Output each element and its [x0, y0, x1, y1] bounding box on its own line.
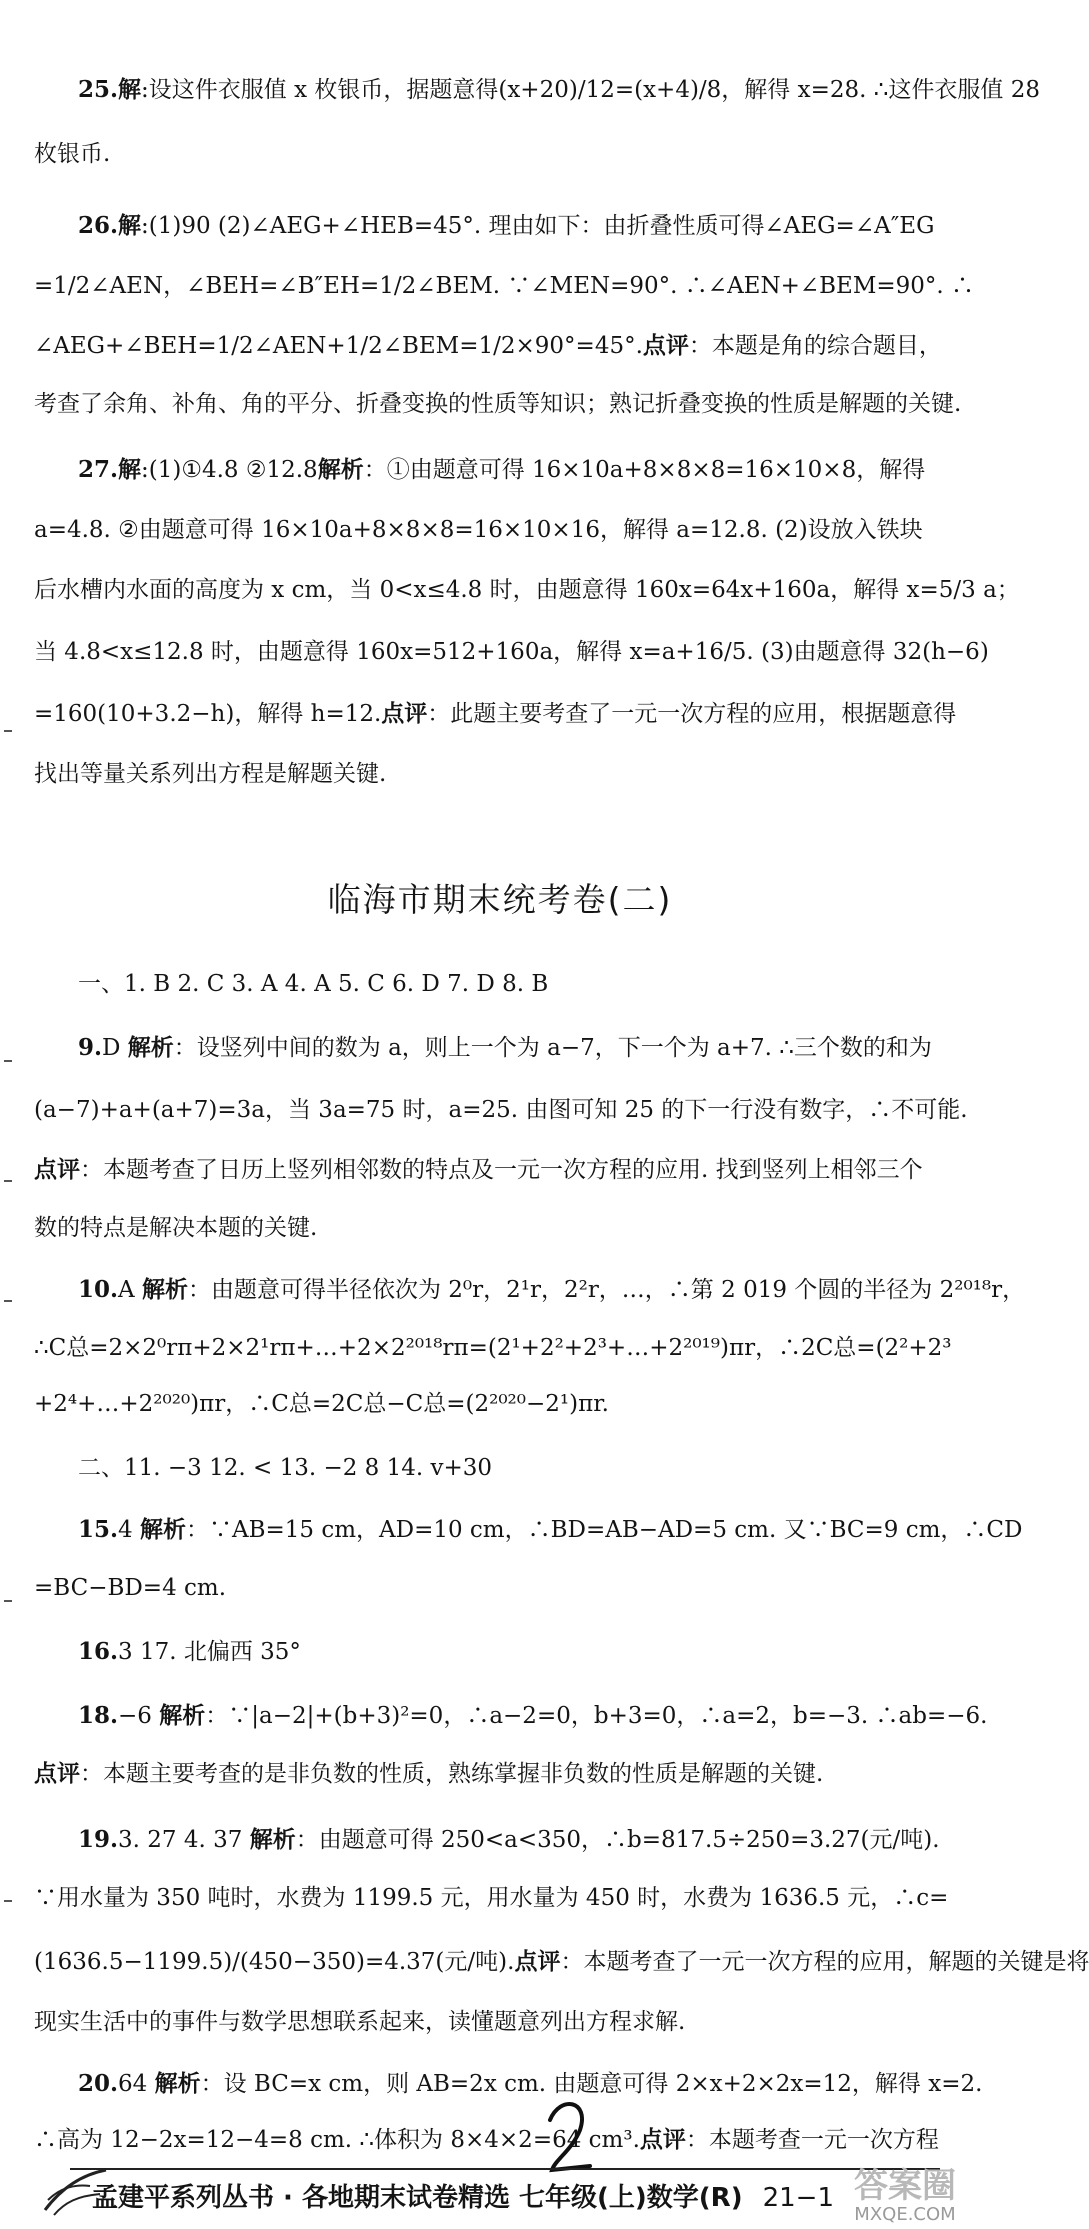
handwritten-mark-icon	[540, 2090, 600, 2180]
text-line	[34, 2004, 974, 2040]
keyword: 解析	[141, 1276, 188, 1303]
text-line	[78, 1822, 974, 1858]
text-line	[78, 1450, 974, 1486]
line-text: ：∵AB=15 cm，AD=10 cm，∴BD=AB−AD=5 cm. 又∵BC=9 cm，∴CD	[185, 1517, 1023, 1543]
keyword: 点评	[514, 1948, 561, 1975]
line-text: 4	[118, 1517, 133, 1543]
line-text: =BC−BD=4 cm.	[34, 1575, 227, 1601]
text-line	[34, 1092, 974, 1128]
footer-rule	[70, 2168, 940, 2170]
margin-mark	[4, 1060, 12, 1062]
question-number: 18.	[78, 1702, 119, 1729]
line-text: 后水槽内水面的高度为 x cm，当 0<x≤4.8 时，由题意得 160x=64x+160a，解得 x=5/3 a；	[34, 577, 1020, 603]
margin-mark	[4, 1300, 12, 1302]
text-line	[78, 208, 974, 244]
text-line	[78, 1272, 1026, 1308]
line-text: ：设 BC=x cm，则 AB=2x cm. 由题意可得 2×x+2×2x=12，解得 x=2.	[200, 2071, 983, 2097]
line-text: 考查了余角、补角、角的平分、折叠变换的性质等知识；熟记折叠变换的性质是解题的关键.	[34, 391, 962, 417]
margin-mark	[4, 730, 12, 732]
line-text: =1/2∠AEN，∠BEH=∠B″EH=1/2∠BEM. ∵∠MEN=90°. ∴∠AEN+∠BEM=90°. ∴	[34, 273, 975, 299]
keyword: 解析	[154, 2070, 201, 2097]
keyword: 解析	[317, 456, 364, 483]
keyword: 解析	[139, 1516, 186, 1543]
line-text: ：①由题意可得 16×10a+8×8×8=16×10×8，解得	[363, 457, 926, 483]
line-text: ∴高为 12−2x=12−4=8 cm. ∴体积为 8×4×2=64 cm³.	[34, 2127, 640, 2153]
text-line	[34, 1880, 974, 1916]
text-line	[34, 634, 989, 670]
question-number: 10.	[78, 1276, 119, 1303]
text-line	[34, 1152, 974, 1188]
line-text: ：由题意可得 250<a<350，∴b=817.5÷250=3.27(元/吨).	[295, 1827, 940, 1853]
keyword: 点评	[642, 332, 689, 359]
text-line	[34, 572, 1020, 608]
margin-mark	[4, 1600, 12, 1602]
text-line	[34, 1330, 974, 1366]
text-line	[34, 328, 974, 364]
text-line	[78, 452, 974, 488]
line-text: ：此题主要考查了一元一次方程的应用，根据题意得	[427, 701, 957, 727]
line-text: ∵用水量为 350 吨时，水费为 1199.5 元，用水量为 450 时，水费为 1636.5 元，∴c=	[34, 1885, 949, 1911]
keyword: 点评	[381, 700, 428, 727]
line-text: 64	[118, 2071, 148, 2097]
page-number: 21−1	[762, 2183, 835, 2213]
text-line	[34, 756, 974, 792]
line-text: 二、11. −3 12. < 13. −2 8 14. v+30	[78, 1455, 493, 1481]
text-line	[78, 1698, 988, 1734]
line-text: ：由题意可得半径依次为 2⁰r，2¹r，2²r，…，∴第 2 019 个圆的半径为 2²⁰¹⁸r，	[187, 1277, 1026, 1303]
text-line	[78, 1030, 974, 1066]
text-line	[34, 512, 974, 548]
keyword: 解析	[159, 1702, 206, 1729]
question-number: 25.	[78, 76, 119, 103]
text-line	[78, 2066, 983, 2102]
text-line	[34, 1944, 1089, 1980]
line-text: =160(10+3.2−h)，解得 h=12.	[34, 701, 382, 727]
text-line	[34, 2122, 974, 2158]
line-text: 数的特点是解决本题的关键.	[34, 1215, 318, 1241]
keyword: 解	[118, 76, 142, 103]
line-text: ：本题是角的综合题目，	[688, 333, 942, 359]
question-number: 20.	[78, 2070, 119, 2097]
keyword: 点评	[34, 1156, 80, 1183]
line-text: :设这件衣服值 x 枚银币，据题意得(x+20)/12=(x+4)/8，解得 x=28. ∴这件衣服值 28	[141, 77, 1040, 103]
text-line	[34, 268, 974, 304]
question-number: 27.	[78, 456, 119, 483]
question-number: 15.	[78, 1516, 119, 1543]
watermark-url: MXQE.COM	[854, 2204, 956, 2225]
section-title: 临海市期末统考卷(二)	[327, 880, 673, 919]
line-text: +2⁴+…+2²⁰²⁰)πr，∴C总=2C总−C总=(2²⁰²⁰−2¹)πr.	[34, 1391, 609, 1417]
line-text: D	[102, 1035, 121, 1061]
line-text: −6	[118, 1703, 152, 1729]
line-text: ：本题考查了日历上竖列相邻数的特点及一元一次方程的应用. 找到竖列上相邻三个	[80, 1157, 923, 1183]
text-line	[34, 1386, 974, 1422]
line-text: a=4.8. ②由题意可得 16×10a+8×8×8=16×10×16，解得 a=12.8. (2)设放入铁块	[34, 517, 923, 543]
keyword: 解析	[127, 1034, 174, 1061]
margin-mark	[4, 1180, 12, 1182]
text-line	[34, 136, 974, 172]
line-text: 当 4.8<x≤12.8 时，由题意得 160x=512+160a，解得 x=a+16/5. (3)由题意得 32(h−6)	[34, 639, 989, 665]
text-line	[34, 1756, 974, 1792]
line-text: ：本题考查一元一次方程	[685, 2127, 939, 2153]
keyword: 点评	[34, 1760, 80, 1787]
line-text: 3 17. 北偏西 35°	[118, 1639, 301, 1665]
text-line	[78, 966, 974, 1002]
margin-mark	[4, 1900, 12, 1902]
line-text: :(1)①4.8 ②12.8	[141, 457, 318, 483]
line-text: ：设竖列中间的数为 a，则上一个为 a−7，下一个为 a+7. ∴三个数的和为	[173, 1035, 932, 1061]
line-text: ：∵|a−2|+(b+3)²=0，∴a−2=0，b+3=0，∴a=2，b=−3. ∴ab=−6.	[205, 1703, 988, 1729]
line-text: ：本题考查了一元一次方程的应用，解题的关键是将	[560, 1949, 1089, 1975]
text-line	[34, 1570, 974, 1606]
keyword: 解析	[249, 1826, 296, 1853]
keyword: 解	[118, 212, 142, 239]
line-text: A	[118, 1277, 135, 1303]
line-text: 枚银币.	[34, 141, 111, 167]
line-text: (1636.5−1199.5)/(450−350)=4.37(元/吨).	[34, 1949, 515, 1975]
keyword: 点评	[639, 2126, 686, 2153]
line-text: 一、1. B 2. C 3. A 4. A 5. C 6. D 7. D 8. B	[78, 971, 549, 997]
text-line	[78, 72, 1040, 108]
question-number: 16.	[78, 1638, 119, 1665]
text-line	[78, 1512, 1023, 1548]
line-text: ：本题主要考查的是非负数的性质，熟练掌握非负数的性质是解题的关键.	[80, 1761, 824, 1787]
watermark	[820, 2167, 990, 2225]
question-number: 9.	[78, 1034, 103, 1061]
line-text: 3. 27 4. 37	[118, 1827, 243, 1853]
text-line	[34, 696, 974, 732]
line-text: 找出等量关系列出方程是解题关键.	[34, 761, 387, 787]
watermark-logo: 答案圈	[854, 2166, 956, 2206]
line-text: 现实生活中的事件与数学思想联系起来，读懂题意列出方程求解.	[34, 2009, 686, 2035]
footer-text: 孟建平系列丛书 · 各地期末试卷精选 七年级(上)数学(R)	[92, 2183, 743, 2213]
line-text: :(1)90 (2)∠AEG+∠HEB=45°. 理由如下：由折叠性质可得∠AEG=∠A″EG	[141, 213, 935, 239]
text-line	[34, 386, 974, 422]
question-number: 26.	[78, 212, 119, 239]
keyword: 解	[118, 456, 142, 483]
line-text: ∴C总=2×2⁰rπ+2×2¹rπ+…+2×2²⁰¹⁸rπ=(2¹+2²+2³+…+2²⁰¹⁹)πr，∴2C总=(2²+2³	[34, 1335, 952, 1361]
text-line	[78, 1634, 974, 1670]
text-line	[34, 1210, 974, 1246]
line-text: (a−7)+a+(a+7)=3a，当 3a=75 时，a=25. 由图可知 25 的下一行没有数字，∴不可能.	[34, 1097, 968, 1123]
line-text: ∠AEG+∠BEH=1/2∠AEN+1/2∠BEM=1/2×90°=45°.	[34, 333, 643, 359]
question-number: 19.	[78, 1826, 119, 1853]
